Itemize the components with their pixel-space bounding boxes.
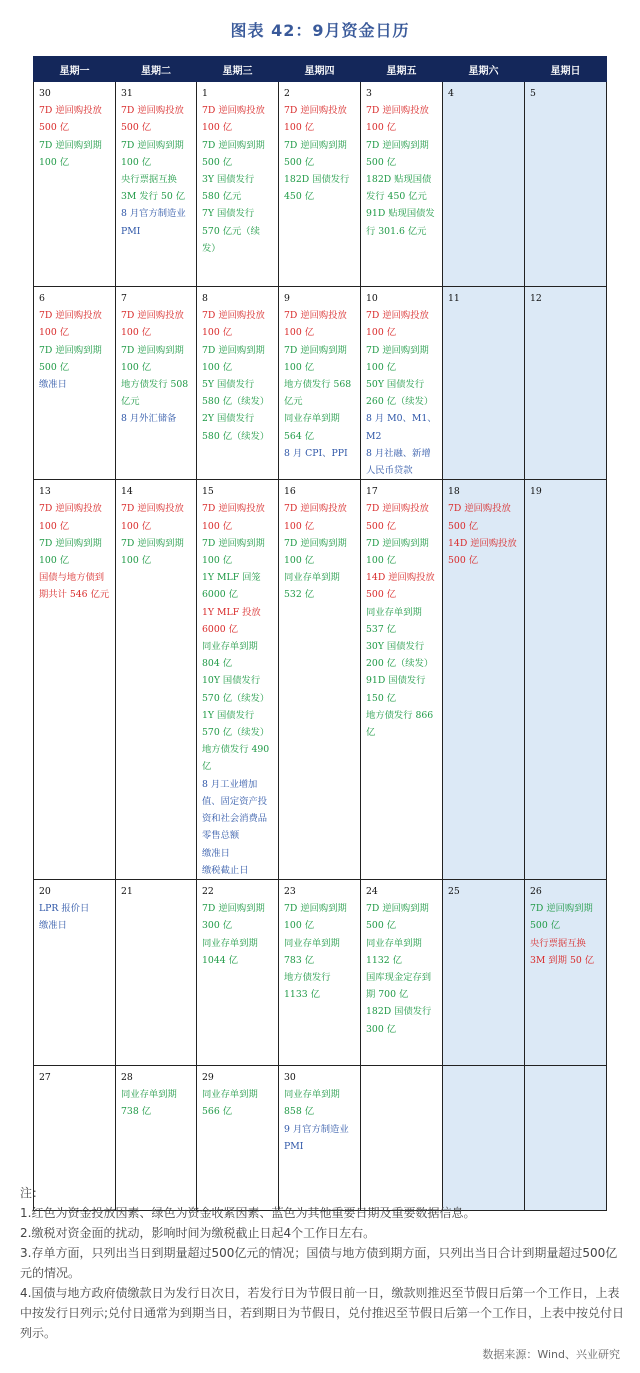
event-line: 3M 到期 50 亿 [530,954,595,966]
event-line: 804 亿 [202,658,232,670]
calendar-cell [279,879,361,1065]
event-line: 同业存单到期 [202,937,258,949]
day-number: 20 [39,885,51,897]
event-line: 7D 逆回购到期 [202,903,265,915]
event-line: 地方债发行 568 [284,379,352,391]
day-number: 31 [121,88,133,99]
event-line: 亿元 [284,396,303,408]
event-line: 同业存单到期 [284,937,340,949]
day-number: 7 [121,293,127,304]
event-line: 期共计 546 亿元 [39,589,110,601]
event-line: 同业存单到期 [202,1089,258,1101]
event-line: 7D 逆回购投放 [121,503,184,515]
event-line: 7D 逆回购到期 [202,139,265,151]
event-line: 500 亿 [366,520,396,532]
day-number: 21 [121,885,133,897]
event-line: 7D 逆回购投放 [284,503,347,515]
week-row [34,82,607,287]
event-line: 537 亿 [366,623,396,635]
event-line: 8 月 M0、M1、 [366,413,437,425]
calendar-cell [361,287,443,480]
day-number: 23 [284,885,296,897]
event-line: 发行 450 亿元 [366,191,427,203]
event-line: 7D 逆回购投放 [202,310,265,322]
calendar-cell [34,287,116,480]
event-line: 566 亿 [202,1106,232,1118]
event-line: 2Y 国债发行 [202,413,255,425]
day-number: 27 [39,1071,51,1083]
event-line: 500 亿 [39,122,69,134]
event-line: 260 亿（续发） [366,396,434,408]
day-number: 30 [39,88,51,99]
event-line: 500 亿 [366,920,396,932]
event-line: 100 亿 [121,520,151,532]
event-line: 100 亿 [202,327,232,339]
event-line: 7D 逆回购到期 [366,537,429,549]
day-number: 3 [366,88,372,99]
event-line: 7D 逆回购到期 [284,537,347,549]
event-line: 30Y 国债发行 [366,641,425,653]
event-line: 100 亿 [202,520,232,532]
event-line: 7D 逆回购到期 [121,139,184,151]
event-line: 858 亿 [284,1106,314,1118]
event-line: 8 月 CPI、PPI [284,447,348,459]
event-line: 91D 贴现国债发 [366,208,435,220]
event-line: 缴准日 [202,847,230,859]
event-line: 9 月官方制造业 [284,1123,349,1135]
calendar-cell [34,879,116,1065]
event-line: 8 月外汇储备 [121,413,177,425]
week-row [34,480,607,880]
calendar-cell [116,287,197,480]
event-line: 7D 逆回购投放 [284,310,347,322]
header-wednesday: 星期三 [197,57,279,82]
event-line: 零售总额 [202,830,240,842]
day-number: 30 [284,1071,296,1083]
event-line: 200 亿（续发） [366,658,434,670]
event-line: 570 亿（续发） [202,692,270,704]
day-number: 2 [284,88,290,99]
event-line: 500 亿 [202,156,232,168]
event-line: 100 亿 [39,555,69,567]
calendar-table [33,56,607,1211]
event-line: 国债与地方债到 [39,572,105,584]
calendar-cell [197,480,279,880]
event-line: 580 亿（续发） [202,396,270,408]
event-line: 6000 亿 [202,589,238,601]
event-line: 1Y MLF 回笼 [202,572,261,584]
event-line: 500 亿 [366,589,396,601]
event-line: 3M 发行 50 亿 [121,191,186,203]
event-line: 地方债发行 508 [121,379,189,391]
event-line: 7D 逆回购到期 [366,139,429,151]
event-line: 7D 逆回购投放 [448,503,511,515]
event-line: 7D 逆回购到期 [284,903,347,915]
header-saturday: 星期六 [443,57,525,82]
event-line: 100 亿 [284,361,314,373]
event-line: 564 亿 [284,430,314,442]
event-line: 地方债发行 866 [366,709,434,721]
event-line: 450 亿 [284,191,314,203]
day-number: 17 [366,486,378,498]
day-number: 8 [202,293,208,304]
header-monday: 星期一 [34,57,116,82]
event-line: 7D 逆回购投放 [121,105,184,117]
event-line: 亿 [202,761,212,773]
event-line: 7D 逆回购投放 [284,105,347,117]
event-line: 8 月工业增加 [202,778,258,790]
day-number: 5 [530,88,536,99]
calendar-cell [197,879,279,1065]
page-title: 图表 42：9月资金日历 [230,21,410,40]
calendar-cell [361,879,443,1065]
event-line: 7D 逆回购投放 [202,105,265,117]
event-line: 14D 逆回购投放 [448,537,517,549]
event-line: 1132 亿 [366,954,402,966]
event-line: 100 亿 [121,327,151,339]
event-line: 182D 贴现国债 [366,174,432,186]
event-line: 亿 [366,727,376,739]
event-line: 缴准日 [39,920,67,932]
header-thursday: 星期四 [279,57,361,82]
event-line: 100 亿 [121,555,151,567]
calendar-cell [116,879,197,1065]
event-line: 7D 逆回购投放 [121,310,184,322]
event-line: 地方债发行 490 [202,744,270,756]
event-line: 100 亿 [121,361,151,373]
event-line: 500 亿 [39,361,69,373]
day-number: 13 [39,486,51,498]
event-line: 缴税截止日 [202,864,249,876]
event-line: 100 亿 [39,156,69,168]
event-line: 500 亿 [366,156,396,168]
event-line: 100 亿 [284,327,314,339]
event-line: 10Y 国债发行 [202,675,261,687]
event-line: 国库现金定存到 [366,971,432,983]
event-line: 500 亿 [448,555,478,567]
event-line: 同业存单到期 [366,606,422,618]
event-line: 100 亿 [202,122,232,134]
event-line: 7D 逆回购投放 [39,503,102,515]
note-item: 3.存单方面，只列出当日到期量超过500亿元的情况；国债与地方债到期方面，只列出当日合计到期量超过500亿元的情况。 [20,1246,618,1280]
day-number: 28 [121,1071,133,1083]
event-line: 7D 逆回购到期 [284,139,347,151]
event-line: 亿元 [121,396,140,408]
event-line: 7D 逆回购到期 [366,903,429,915]
event-line: 1044 亿 [202,954,238,966]
event-line: 100 亿 [39,327,69,339]
event-line: 7D 逆回购投放 [39,310,102,322]
event-line: 发） [202,242,221,254]
day-number: 15 [202,486,214,498]
event-line: 100 亿 [366,122,396,134]
calendar-header-row [34,57,607,82]
event-line: 182D 国债发行 [366,1006,432,1018]
day-number: 9 [284,293,290,304]
calendar-cell [525,480,607,880]
event-line: 7Y 国债发行 [202,208,255,220]
event-line: 100 亿 [366,555,396,567]
day-number: 19 [530,486,542,498]
day-number: 24 [366,885,378,897]
event-line: 7D 逆回购到期 [39,537,102,549]
event-line: 300 亿 [202,920,232,932]
event-line: 7D 逆回购投放 [366,310,429,322]
event-line: 同业存单到期 [284,1089,340,1101]
event-line: 500 亿 [448,520,478,532]
event-line: 缴准日 [39,379,67,391]
week-row [34,879,607,1065]
event-line: 期 700 亿 [366,989,409,1001]
event-line: 1133 亿 [284,989,320,1001]
event-line: 7D 逆回购到期 [121,344,184,356]
calendar-cell [116,82,197,287]
calendar-cell [197,287,279,480]
calendar-cell [34,82,116,287]
calendar-cell [443,879,525,1065]
event-line: 1Y 国债发行 [202,709,255,721]
event-line: 500 亿 [121,122,151,134]
event-line: 570 亿（续发） [202,727,270,739]
calendar-cell [279,480,361,880]
event-line: 央行票据互换 [530,937,586,949]
day-number: 18 [448,486,460,498]
event-line: 1Y MLF 投放 [202,606,261,618]
event-line: 7D 逆回购投放 [39,105,102,117]
event-line: 100 亿 [202,361,232,373]
event-line: 100 亿 [284,555,314,567]
event-line: 7D 逆回购到期 [39,344,102,356]
day-number: 4 [448,88,454,99]
calendar-cell [279,287,361,480]
calendar-cell [525,879,607,1065]
event-line: 300 亿 [366,1023,396,1035]
event-line: 570 亿元（续 [202,225,260,237]
day-number: 6 [39,293,45,304]
event-line: 5Y 国债发行 [202,379,255,391]
event-line: 值、固定资产投 [202,795,268,807]
event-line: 100 亿 [366,327,396,339]
calendar-cell [361,82,443,287]
event-line: 7D 逆回购到期 [39,139,102,151]
day-number: 29 [202,1071,214,1083]
event-line: 500 亿 [530,920,560,932]
calendar-cell [279,82,361,287]
event-line: 100 亿 [366,361,396,373]
note-item: 2.缴税对资金面的扰动，影响时间为缴税截止日起4个工作日左右。 [20,1226,376,1240]
event-line: 7D 逆回购到期 [121,537,184,549]
event-line: 100 亿 [284,520,314,532]
event-line: 580 亿（续发） [202,430,270,442]
day-number: 12 [530,293,542,304]
day-number: 22 [202,885,214,897]
event-line: 100 亿 [121,156,151,168]
event-line: 50Y 国债发行 [366,379,425,391]
day-number: 14 [121,486,133,498]
event-line: 100 亿 [202,555,232,567]
calendar-cell [116,480,197,880]
event-line: 580 亿元 [202,191,242,203]
event-line: 7D 逆回购投放 [366,503,429,515]
event-line: 3Y 国债发行 [202,174,255,186]
day-number: 1 [202,88,208,99]
event-line: 150 亿 [366,692,396,704]
day-number: 10 [366,293,378,304]
event-line: 500 亿 [284,156,314,168]
day-number: 26 [530,885,542,897]
event-line: 央行票据互换 [121,174,177,186]
day-number: 11 [448,293,460,304]
event-line: 同业存单到期 [366,937,422,949]
header-friday: 星期五 [361,57,443,82]
day-number: 16 [284,486,296,498]
note-item: 1.红色为资金投放因素、绿色为资金收紧因素、蓝色为其他重要日期及重要数据信息。 [20,1206,476,1220]
event-line: M2 [366,430,382,442]
event-line: 100 亿 [39,520,69,532]
event-line: 91D 国债发行 [366,675,426,687]
event-line: 同业存单到期 [121,1089,177,1101]
event-line: 同业存单到期 [202,641,258,653]
calendar-cell [443,287,525,480]
event-line: 行 301.6 亿元 [366,225,427,237]
event-line: 同业存单到期 [284,572,340,584]
event-line: 182D 国债发行 [284,174,350,186]
event-line: 783 亿 [284,954,314,966]
calendar-cell [443,82,525,287]
event-line: 7D 逆回购投放 [202,503,265,515]
event-line: 同业存单到期 [284,413,340,425]
event-line: 7D 逆回购投放 [366,105,429,117]
header-sunday: 星期日 [525,57,607,82]
day-number: 25 [448,885,460,897]
note-item: 4.国债与地方政府债缴款日为发行日次日，若发行日为节假日前一日，缴款则推迟至节假日后第一个工作日，上表中按发行日列示;兑付日通常为到期当日，若到期日为节假日，兑付推迟至节假日后第一个工作日，上表中按兑付日列示。 [20,1286,625,1340]
notes-section [20,1183,628,1343]
week-row [34,287,607,480]
event-line: 532 亿 [284,589,314,601]
calendar-cell [361,480,443,880]
event-line: 100 亿 [284,122,314,134]
event-line: 8 月社融、新增 [366,447,431,459]
calendar-cell [443,480,525,880]
event-line: 738 亿 [121,1106,151,1118]
calendar-cell [525,82,607,287]
event-line: 资和社会消费品 [202,813,268,825]
source-note: 数据来源：Wind、兴业研究 [482,1348,620,1361]
event-line: 7D 逆回购到期 [284,344,347,356]
event-line: PMI [284,1140,304,1152]
event-line: PMI [121,225,141,237]
calendar-cell [525,287,607,480]
event-line: 7D 逆回购到期 [202,344,265,356]
calendar-cell [34,480,116,880]
calendar-cell [197,82,279,287]
event-line: 14D 逆回购投放 [366,572,435,584]
notes-heading: 注： [20,1186,45,1200]
event-line: 100 亿 [284,920,314,932]
event-line: 地方债发行 [284,971,331,983]
event-line: 6000 亿 [202,623,238,635]
event-line: 7D 逆回购到期 [530,903,593,915]
event-line: LPR 报价日 [39,903,90,915]
event-line: 8 月官方制造业 [121,208,186,220]
header-tuesday: 星期二 [116,57,197,82]
event-line: 7D 逆回购到期 [202,537,265,549]
event-line: 人民币贷款 [366,465,413,477]
event-line: 7D 逆回购到期 [366,344,429,356]
